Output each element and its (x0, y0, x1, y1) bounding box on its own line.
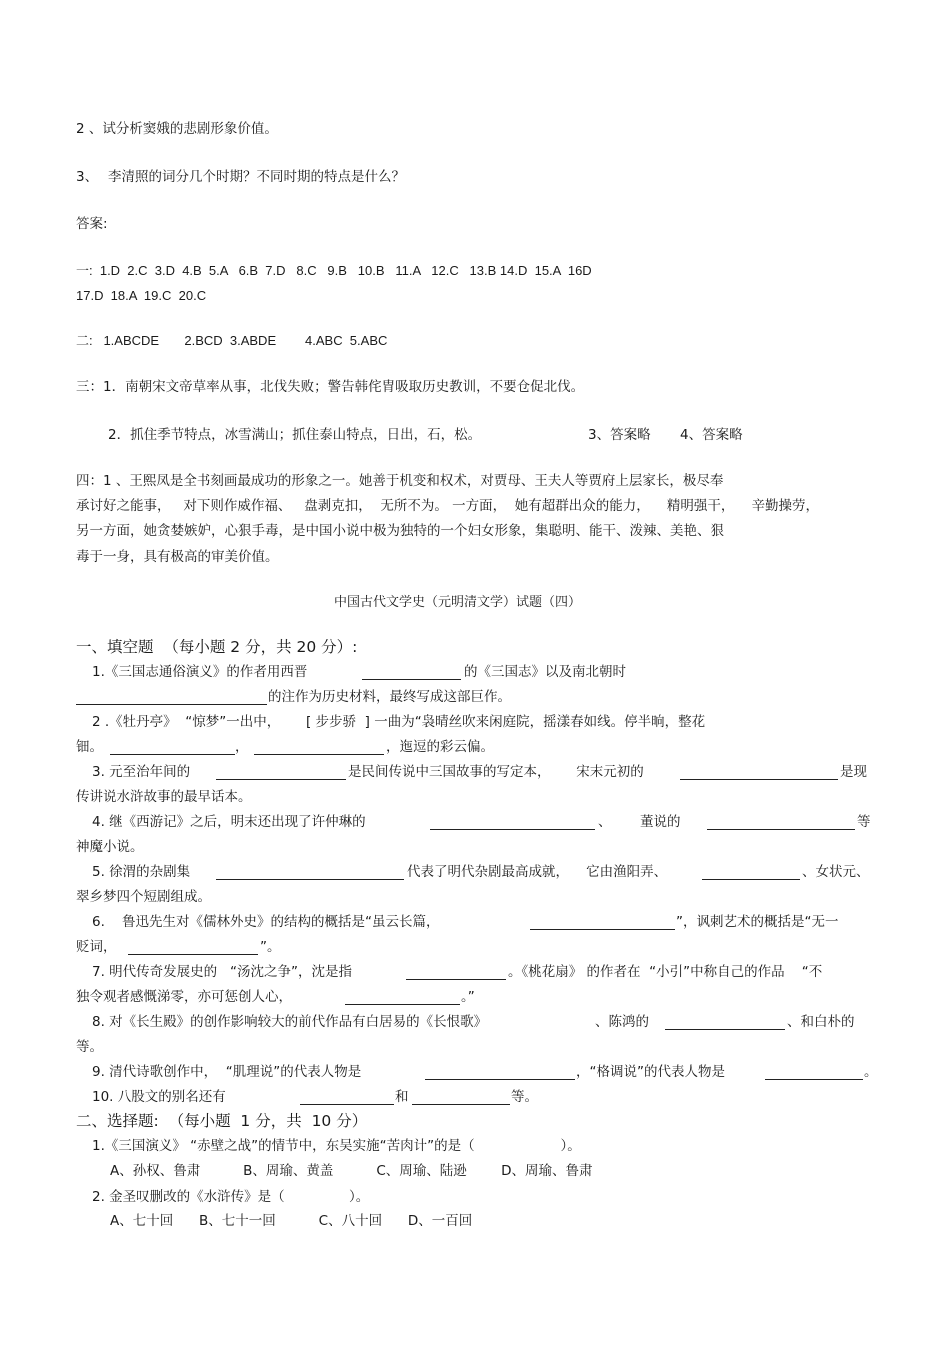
fill-q1-a: 1.《三国志通俗演义》的作者用西晋 (92, 664, 308, 680)
fill-q3-a: 3. 元至治年间的 (92, 764, 191, 780)
fill-q2-b: 钿。 (76, 739, 103, 755)
fill-q5-b: 代表了明代杂剧最高成就， 它由渔阳弄、 (407, 864, 668, 880)
fill-q6-c: 贬词， (76, 939, 117, 955)
fill-q2-c: ， (235, 739, 249, 755)
question-2: 2 、试分析窦娥的悲剧形象价值。 (76, 121, 278, 137)
answers-part3-1: 三：1．南朝宋文帝草率从事，北伐失败；警告韩侘胄吸取历史教训，不要仓促北伐。 (76, 379, 585, 395)
fill-q7-blank-2[interactable] (345, 990, 460, 1005)
answers-part3-4: 4、答案略 (680, 427, 743, 443)
fill-q9-a: 9. 清代诗歌创作中， “肌理说”的代表人物是 (92, 1064, 362, 1080)
fill-q7-c: 独令观者感慨涕零，亦可惩创人心， (76, 989, 292, 1005)
fill-q1-c: 的注作为历史材料，最终写成这部巨作。 (268, 689, 511, 705)
answers-title: 答案: (76, 216, 108, 232)
fill-q8-blank-1[interactable] (665, 1015, 785, 1030)
section-2-title: 二、选择题: （每小题 1 分，共 10 分） (76, 1112, 368, 1130)
fill-q5-d: 翠乡梦四个短剧组成。 (76, 889, 211, 905)
fill-q10-a: 10. 八股文的别名还有 (92, 1089, 226, 1105)
fill-q7-d: 。” (461, 989, 475, 1005)
fill-q10-blank-1[interactable] (300, 1090, 394, 1105)
fill-q1-blank-2[interactable] (76, 690, 267, 705)
fill-q8-c: 、和白朴的 (787, 1014, 855, 1030)
choice-q2-options: A、七十回 B、七十一回 C、八十回 D、一百回 (110, 1213, 473, 1229)
fill-q3-d: 传讲说水浒故事的最早话本。 (76, 789, 252, 805)
choice-q1-options: A、孙权、鲁肃 B、周瑜、黄盖 C、周瑜、陆逊 D、周瑜、鲁肃 (110, 1163, 593, 1179)
fill-q1-blank-1[interactable] (362, 665, 461, 680)
answers-part4-line1: 四：1 、王熙凤是全书刻画最成功的形象之一。她善于机变和权术，对贾母、王夫人等贾府上层家长，极尽奉 (76, 473, 724, 489)
answers-part2: 二: 1.ABCDE 2.BCD 3.ABDE 4.ABC 5.ABC (76, 333, 388, 348)
fill-q6-a: 6. 鲁迅先生对《儒林外史》的结构的概括是“虽云长篇， (92, 914, 440, 930)
fill-q10-c: 等。 (511, 1089, 538, 1105)
question-3: 李清照的词分几个时期？不同时期的特点是什么？ (108, 169, 405, 185)
fill-q9-b: ，“格调说”的代表人物是 (576, 1064, 725, 1080)
fill-q6-blank-1[interactable] (530, 915, 675, 930)
answers-part1-line2: 17.D 18.A 19.C 20.C (76, 288, 207, 303)
fill-q1-b: 的《三国志》以及南北朝时 (464, 664, 626, 680)
answers-part1-line1: 一: 1.D 2.C 3.D 4.B 5.A 6.B 7.D 8.C 9.B 10.B 11.A 12.C 13.B 14.D 15.A 16D (76, 263, 592, 278)
choice-q2: 2. 金圣叹删改的《水浒传》是（ ）。 (92, 1189, 370, 1205)
answers-part4-line2: 承讨好之能事， 对下则作威作福、 盘剥克扣， 无所不为。 一方面， 她有超群出众的能力， 精明强干， 辛勤操劳， (76, 498, 820, 514)
fill-q10-b: 和 (395, 1089, 409, 1105)
fill-q7-a: 7. 明代传奇发展史的 “汤沈之争”，沈是指 (92, 964, 353, 980)
fill-q8-b: 、陈鸿的 (595, 1014, 649, 1030)
fill-q2-blank-1[interactable] (110, 740, 235, 755)
fill-q4-d: 等 (857, 814, 871, 830)
fill-q9-blank-2[interactable] (765, 1065, 863, 1080)
fill-q4-a: 4. 继《西游记》之后，明末还出现了许仲琳的 (92, 814, 366, 830)
fill-q4-blank-2[interactable] (707, 815, 855, 830)
fill-q9-blank-1[interactable] (425, 1065, 575, 1080)
fill-q6-b: ”，讽刺艺术的概括是“无一 (676, 914, 839, 930)
fill-q3-b: 是民间传说中三国故事的写定本， 宋末元初的 (348, 764, 644, 780)
fill-q8-a: 8. 对《长生殿》的创作影响较大的前代作品有白居易的《长恨歌》 (92, 1014, 488, 1030)
answers-part3-2: 2．抓住季节特点，冰雪满山；抓住泰山特点，日出，石，松。 (108, 427, 482, 443)
fill-q3-blank-2[interactable] (680, 765, 838, 780)
fill-q6-blank-2[interactable] (128, 940, 258, 955)
answers-part4-line4: 毒于一身，具有极高的审美价值。 (76, 549, 279, 565)
fill-q7-blank-1[interactable] (406, 965, 506, 980)
section-1-title: 一、填空题 （每小题 2 分，共 20 分）: (76, 638, 358, 656)
exam-title: 中国古代文学史（元明清文学）试题（四） (334, 595, 582, 610)
choice-q1: 1.《三国演义》 “赤壁之战”的情节中，东吴实施“苦肉计”的是（ ）。 (92, 1138, 581, 1154)
fill-q4-e: 神魔小说。 (76, 839, 144, 855)
fill-q3-c: 是现 (840, 764, 867, 780)
fill-q9-c: 。 (864, 1064, 878, 1080)
fill-q2-blank-2[interactable] (254, 740, 384, 755)
fill-q5-blank-1[interactable] (216, 865, 404, 880)
fill-q7-b: 。《桃花扇》 的作者在 “小引”中称自己的作品 “不 (508, 964, 823, 980)
fill-q4-b: 、 (598, 814, 612, 830)
answers-part3-3: 3、答案略 (588, 427, 651, 443)
fill-q8-d: 等。 (76, 1039, 103, 1055)
fill-q10-blank-2[interactable] (412, 1090, 510, 1105)
fill-q5-blank-2[interactable] (702, 865, 800, 880)
fill-q4-blank-1[interactable] (430, 815, 595, 830)
fill-q5-c: 、女状元、 (802, 864, 870, 880)
answers-part4-line3: 另一方面，她贪婪嫉妒，心狠手毒，是中国小说中极为独特的一个妇女形象，集聪明、能干、泼辣、美艳、狠 (76, 523, 724, 539)
fill-q2-d: ，迤逗的彩云偏。 (386, 739, 494, 755)
fill-q4-c: 董说的 (640, 814, 681, 830)
question-3-number: 3、 (76, 169, 99, 185)
fill-q6-d: ”。 (260, 939, 281, 955)
fill-q5-a: 5. 徐渭的杂剧集 (92, 864, 191, 880)
fill-q3-blank-1[interactable] (216, 765, 346, 780)
fill-q2-a: 2 .《牡丹亭》 “惊梦”一出中， [ 步步骄 ] 一曲为“袅晴丝吹来闲庭院，摇漾春如线。停半晌，整花 (92, 714, 706, 730)
